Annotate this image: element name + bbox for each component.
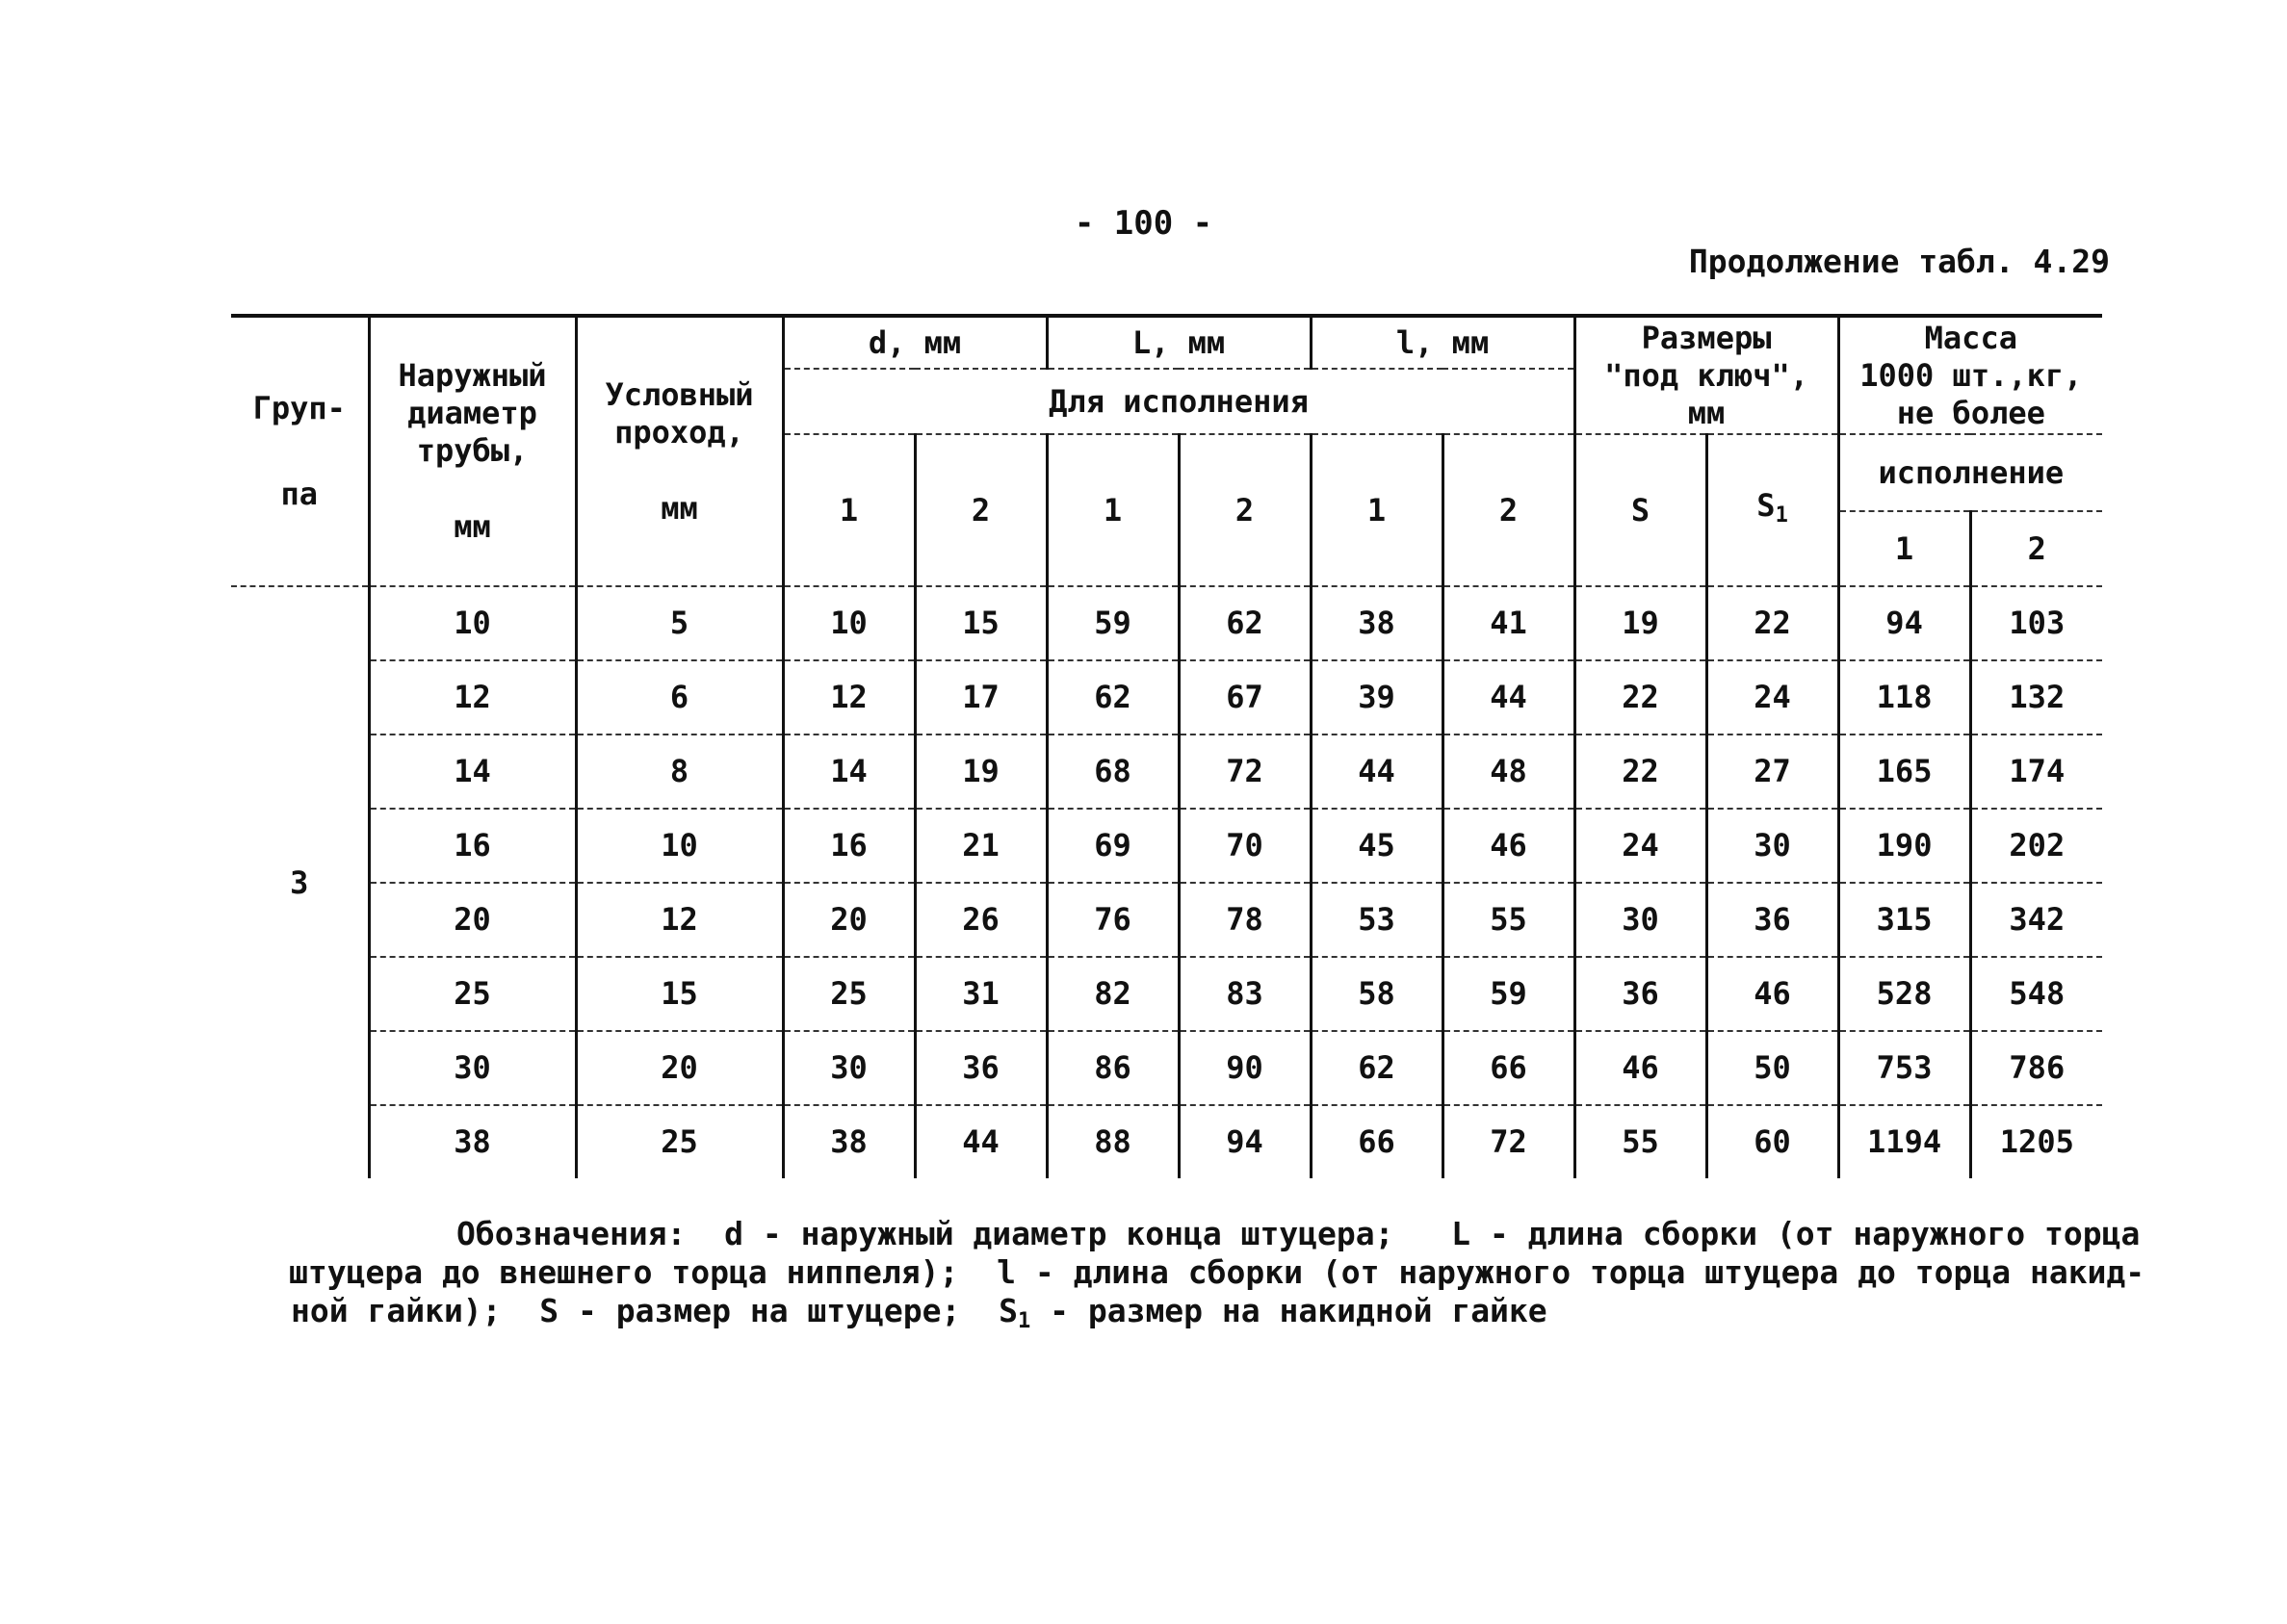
table-row — [231, 735, 2102, 809]
table-cell: 59 — [1442, 957, 1574, 1031]
table-cell: 38 — [783, 1105, 915, 1178]
group-value: 3 — [290, 864, 309, 901]
table-cell: 202 — [1970, 809, 2102, 883]
table-cell: 86 — [1047, 1031, 1179, 1105]
table-cell: 14 — [783, 735, 915, 809]
table-row — [231, 883, 2102, 957]
header-S1: $S_1$ — [1706, 434, 1838, 586]
table-cell: 62 — [1311, 1031, 1442, 1105]
spec-table-wrapper — [231, 314, 2101, 1178]
table-cell: 165 — [1838, 735, 1970, 809]
table-cell: 68 — [1047, 735, 1179, 809]
table-cell: 25 — [783, 957, 915, 1031]
table-cell: 20 — [783, 883, 915, 957]
table-cell: 118 — [1838, 660, 1970, 735]
table-cell: 19 — [915, 735, 1047, 809]
table-cell: 72 — [1442, 1105, 1574, 1178]
table-cell: 70 — [1179, 809, 1311, 883]
header-mass: Масса 1000 шт.,кг, не более — [1838, 316, 2102, 434]
table-cell: 55 — [1574, 1105, 1706, 1178]
table-cell: 16 — [369, 809, 576, 883]
table-row — [231, 809, 2102, 883]
table-cell: 94 — [1838, 586, 1970, 660]
table-cell: 31 — [915, 957, 1047, 1031]
table-cell: 132 — [1970, 660, 2102, 735]
table-cell: 24 — [1706, 660, 1838, 735]
table-cell: 22 — [1574, 735, 1706, 809]
header-mass-2: 2 — [1970, 511, 2102, 586]
table-cell: 1194 — [1838, 1105, 1970, 1178]
table-caption: Продолжение табл. 4.29 — [1688, 243, 2110, 280]
table-cell: 76 — [1047, 883, 1179, 957]
table-cell: 20 — [369, 883, 576, 957]
table-cell: 39 — [1311, 660, 1442, 735]
table-cell: 25 — [576, 1105, 783, 1178]
table-cell: 41 — [1442, 586, 1574, 660]
table-cell: 26 — [915, 883, 1047, 957]
table-cell: 24 — [1574, 809, 1706, 883]
table-cell: 82 — [1047, 957, 1179, 1031]
legend-notes — [289, 1215, 2145, 1341]
header-outer-diameter: Наружный диаметр трубы, мм — [369, 316, 576, 586]
table-cell: 46 — [1574, 1031, 1706, 1105]
table-row — [231, 957, 2102, 1031]
table-cell: 14 — [369, 735, 576, 809]
table-cell: 48 — [1442, 735, 1574, 809]
spec-table — [231, 314, 2102, 1178]
table-cell: 67 — [1179, 660, 1311, 735]
table-cell: 10 — [783, 586, 915, 660]
page-number: - 100 - — [1074, 204, 1213, 243]
header-wrench-size: Размеры "под ключ", мм — [1574, 316, 1838, 434]
table-cell: 21 — [915, 809, 1047, 883]
table-cell: 62 — [1179, 586, 1311, 660]
table-cell: 8 — [576, 735, 783, 809]
table-cell: 12 — [783, 660, 915, 735]
table-cell: 30 — [1574, 883, 1706, 957]
table-cell: 55 — [1442, 883, 1574, 957]
table-cell: 44 — [1311, 735, 1442, 809]
table-cell: 38 — [1311, 586, 1442, 660]
table-cell: 53 — [1311, 883, 1442, 957]
table-cell: 17 — [915, 660, 1047, 735]
table-cell: 528 — [1838, 957, 1970, 1031]
table-row — [231, 586, 2102, 660]
header-d: d, мм — [783, 316, 1047, 369]
header-d-1: 1 — [783, 434, 915, 586]
table-cell: 190 — [1838, 809, 1970, 883]
table-cell: 103 — [1970, 586, 2102, 660]
table-row — [231, 660, 2102, 735]
table-cell: 60 — [1706, 1105, 1838, 1178]
table-cell: 12 — [369, 660, 576, 735]
table-cell: 6 — [576, 660, 783, 735]
table-cell: 548 — [1970, 957, 2102, 1031]
header-mass-execution: исполнение — [1838, 434, 2102, 511]
table-row — [231, 1105, 2102, 1178]
table-cell: 12 — [576, 883, 783, 957]
table-cell: 1205 — [1970, 1105, 2102, 1178]
header-L-1: 1 — [1047, 434, 1179, 586]
table-cell: 62 — [1047, 660, 1179, 735]
table-cell: 94 — [1179, 1105, 1311, 1178]
table-cell: 16 — [783, 809, 915, 883]
table-cell: 27 — [1706, 735, 1838, 809]
header-row — [231, 316, 2102, 369]
header-S: S — [1574, 434, 1706, 586]
header-l-1: 1 — [1311, 434, 1442, 586]
table-cell: 10 — [369, 586, 576, 660]
table-cell: 5 — [576, 586, 783, 660]
header-l-2: 2 — [1442, 434, 1574, 586]
table-cell: 19 — [1574, 586, 1706, 660]
notes-line-3: ной гайки); S - размер на штуцере; $S_1$ - размер на накидной гайке — [291, 1292, 1547, 1333]
table-cell: 66 — [1442, 1031, 1574, 1105]
header-group: Груп- па — [231, 316, 369, 586]
table-cell: 44 — [915, 1105, 1047, 1178]
table-cell: 22 — [1574, 660, 1706, 735]
table-cell: 58 — [1311, 957, 1442, 1031]
header-execution-span: Для исполнения — [783, 369, 1574, 434]
table-cell: 83 — [1179, 957, 1311, 1031]
table-cell: 38 — [369, 1105, 576, 1178]
table-cell: 342 — [1970, 883, 2102, 957]
table-cell: 10 — [576, 809, 783, 883]
header-L-2: 2 — [1179, 434, 1311, 586]
header-nominal-bore: Условный проход, мм — [576, 316, 783, 586]
table-cell: 22 — [1706, 586, 1838, 660]
header-d-2: 2 — [915, 434, 1047, 586]
table-cell: 36 — [1706, 883, 1838, 957]
table-cell: 25 — [369, 957, 576, 1031]
table-cell: 44 — [1442, 660, 1574, 735]
notes-line-2: штуцера до внешнего торца ниппеля); l - длина сборки (от наружного торца штуцера до торца накид- — [289, 1253, 2145, 1291]
notes-line-1: Обозначения: d - наружный диаметр конца штуцера; L - длина сборки (от наружного торца — [456, 1215, 2141, 1252]
table-cell: 15 — [915, 586, 1047, 660]
header-l: l, мм — [1311, 316, 1574, 369]
header-mass-1: 1 — [1838, 511, 1970, 586]
table-cell: 46 — [1706, 957, 1838, 1031]
table-cell: 78 — [1179, 883, 1311, 957]
header-L: L, мм — [1047, 316, 1311, 369]
table-cell: 315 — [1838, 883, 1970, 957]
table-cell: 36 — [1574, 957, 1706, 1031]
table-cell: 46 — [1442, 809, 1574, 883]
table-cell: 786 — [1970, 1031, 2102, 1105]
table-cell: 20 — [576, 1031, 783, 1105]
table-cell: 15 — [576, 957, 783, 1031]
table-row — [231, 1031, 2102, 1105]
table-cell: 753 — [1838, 1031, 1970, 1105]
table-cell: 30 — [1706, 809, 1838, 883]
table-cell: 30 — [369, 1031, 576, 1105]
table-cell: 50 — [1706, 1031, 1838, 1105]
table-cell: 45 — [1311, 809, 1442, 883]
table-cell: 36 — [915, 1031, 1047, 1105]
table-cell: 59 — [1047, 586, 1179, 660]
table-cell: 30 — [783, 1031, 915, 1105]
table-cell: 174 — [1970, 735, 2102, 809]
table-cell: 88 — [1047, 1105, 1179, 1178]
table-cell: 69 — [1047, 809, 1179, 883]
table-cell: 66 — [1311, 1105, 1442, 1178]
table-cell: 72 — [1179, 735, 1311, 809]
table-cell: 90 — [1179, 1031, 1311, 1105]
